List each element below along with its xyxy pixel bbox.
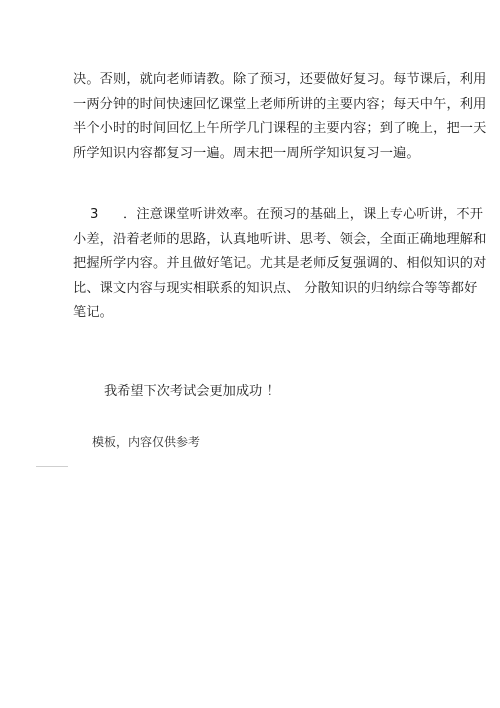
list-number: 3	[90, 207, 99, 222]
text-line: 小差，沿着老师的思路，认真地听讲、思考、领会，全面正确地理解和	[73, 231, 487, 247]
divider	[36, 466, 68, 467]
text-line	[73, 203, 484, 228]
text-line: 比、课文内容与现实相联系的知识点、 分散知识的归纳综合等等都好	[73, 280, 478, 296]
paragraph-class-listening	[73, 203, 487, 326]
text-line: 笔记。	[73, 305, 114, 320]
text-line: 一两分钟的时间快速回忆课堂上老师所讲的主要内容；每天中午，利用	[73, 96, 487, 112]
text-line-content: ．注意课堂听讲效率。在预习的基础上，课上专心听讲，不开	[123, 207, 484, 222]
text-line: 所学知识内容都复习一遍。周末把一周所学知识复习一遍。	[73, 145, 420, 161]
text-line: 半个小时的时间回忆上午所学几门课程的主要内容；到了晚上，把一天	[73, 121, 487, 136]
closing-wish: 我希望下次考试会更加成功 ！	[104, 384, 280, 399]
template-note: 模板，内容仅供参考	[92, 435, 201, 449]
text-line: 决。否则，就向老师请教。除了预习，还要做好复习。每节课后，利用	[73, 72, 487, 87]
paragraph-review-methods	[73, 68, 487, 166]
text-line: 把握所学内容。并且做好笔记。尤其是老师反复强调的、相似知识的对	[73, 256, 487, 271]
